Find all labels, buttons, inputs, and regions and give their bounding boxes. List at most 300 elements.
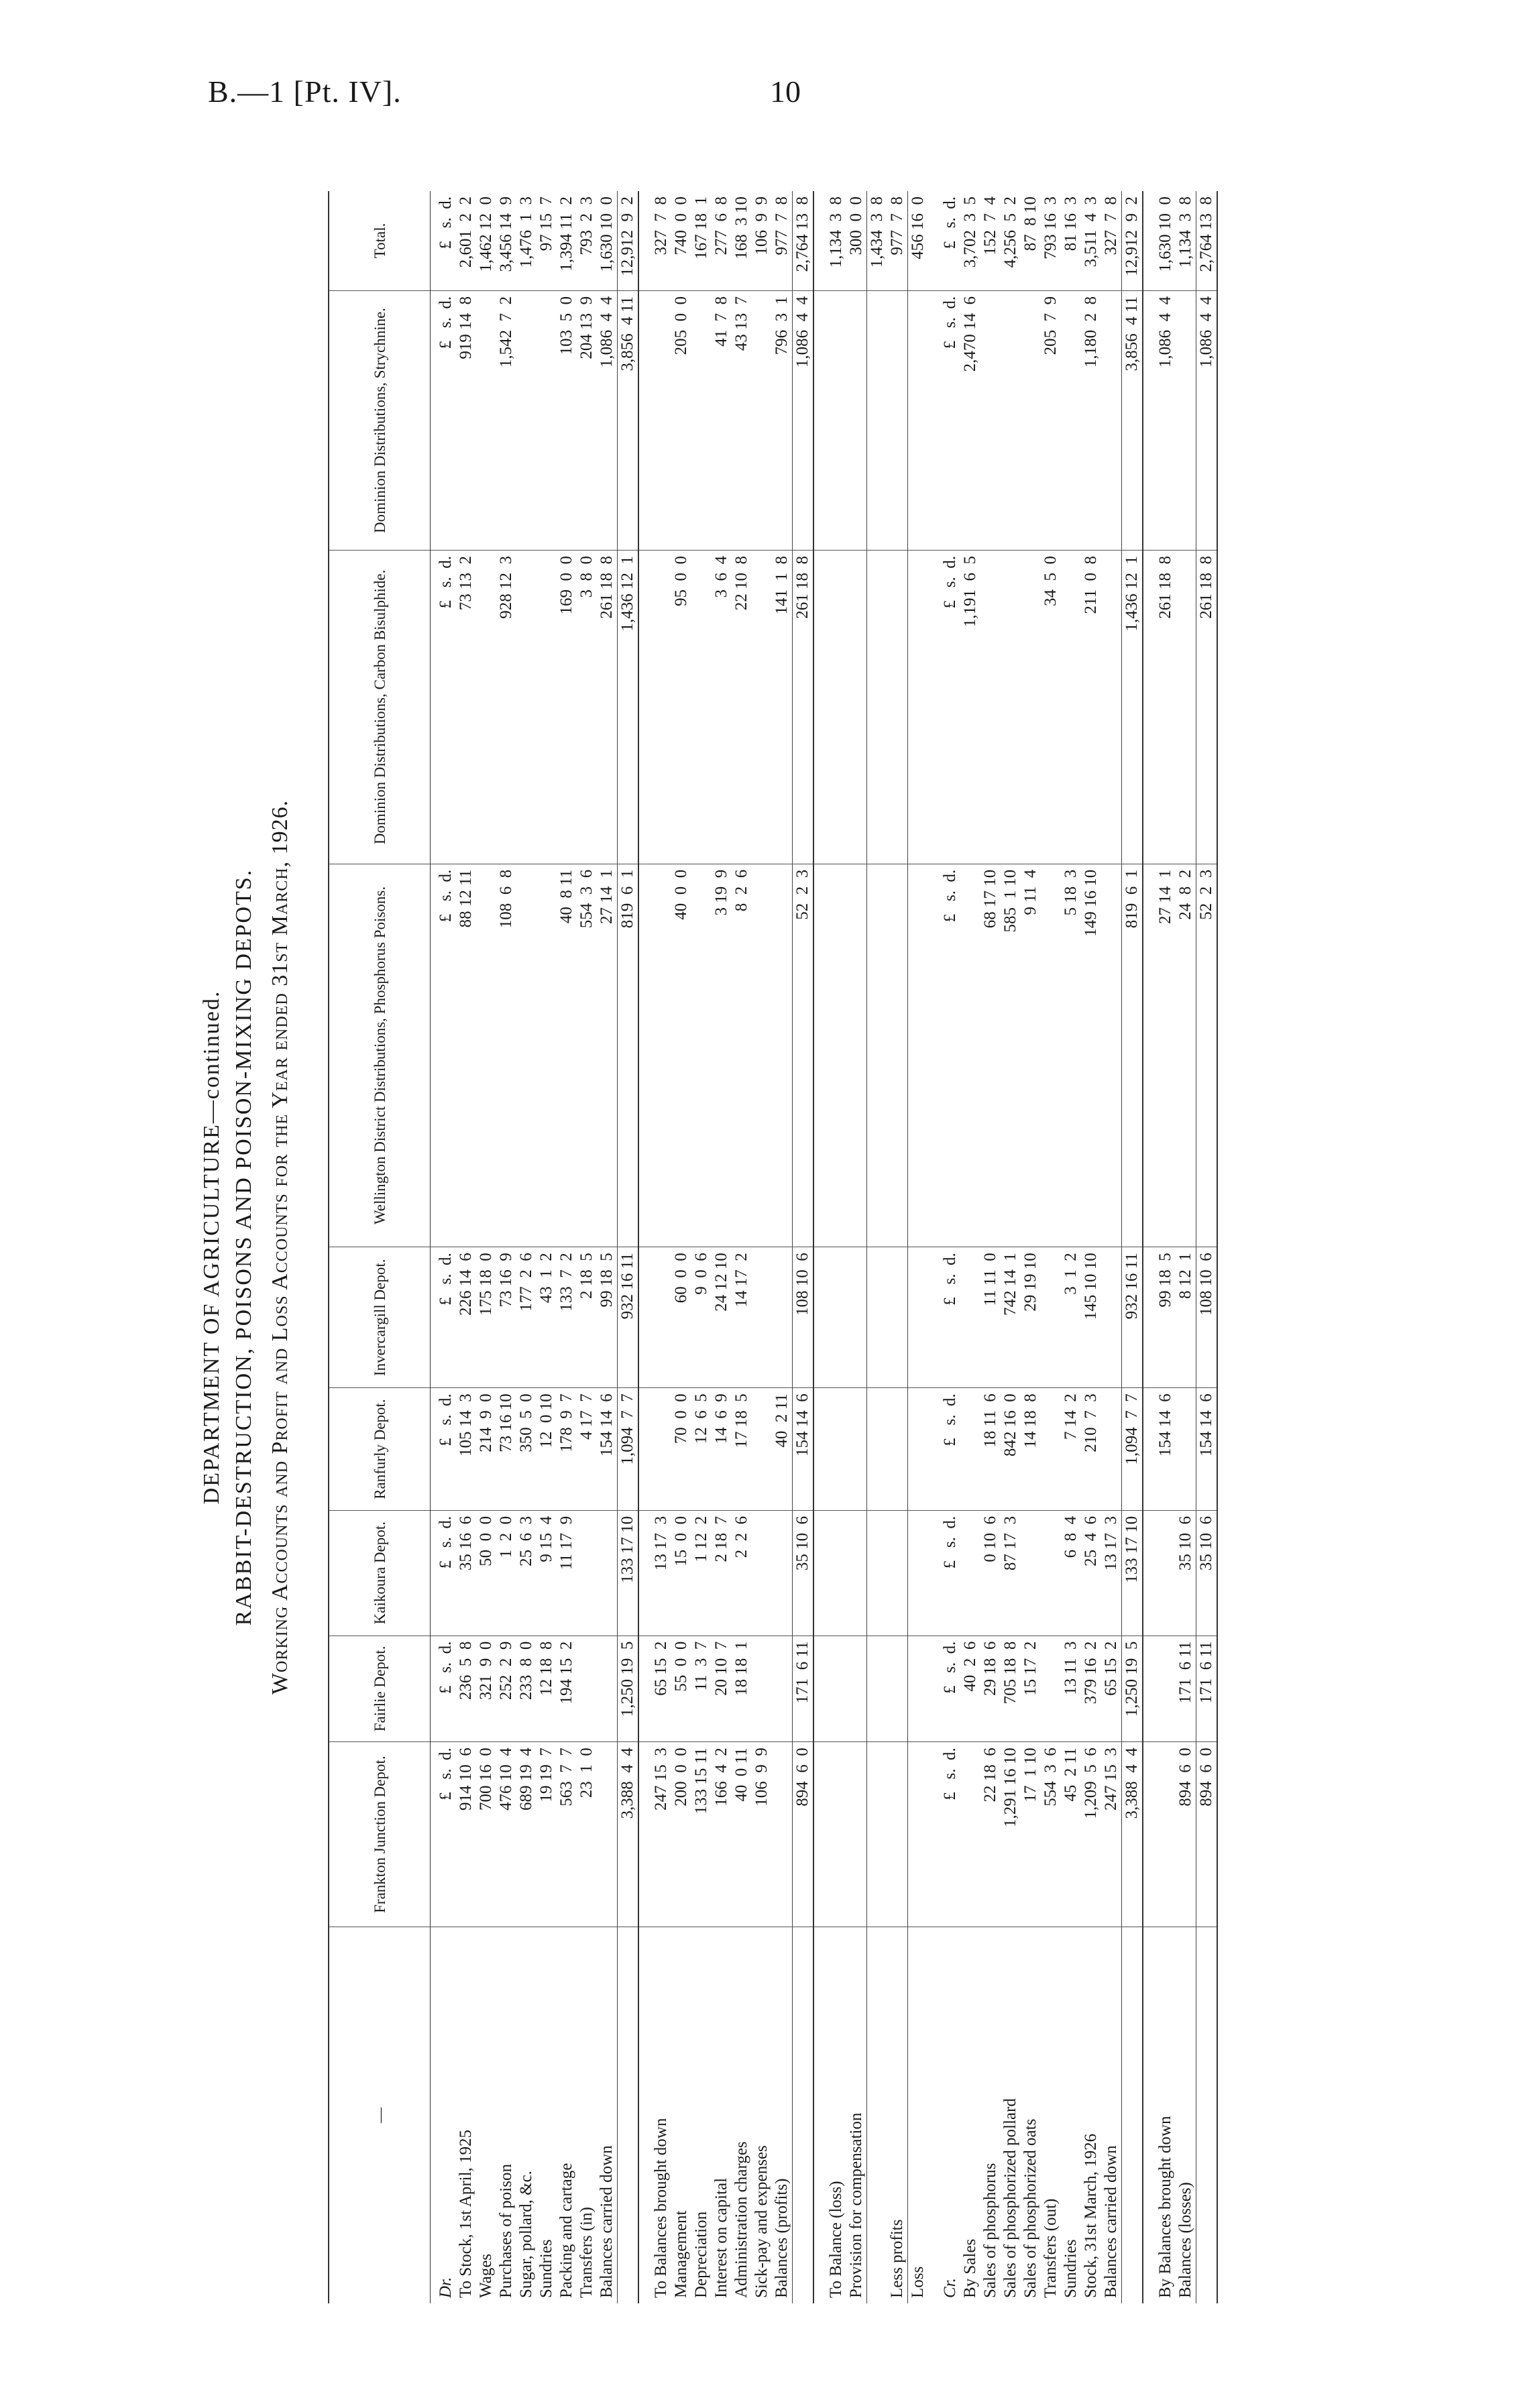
row-label: Transfers (out): [1041, 1927, 1061, 2304]
amount-cell: 50 0 0: [476, 1510, 496, 1636]
amount-cell: 742 14 1: [1001, 1247, 1021, 1388]
amount-cell: 40 2 6: [960, 1636, 980, 1742]
amount-cell: 932 16 11: [618, 1247, 639, 1388]
table-row: [1001, 191, 1021, 2303]
amount-cell: 40 2 11: [772, 1388, 793, 1511]
amount-cell: 34 5 0: [1041, 551, 1061, 864]
amount-cell: 700 16 0: [476, 1742, 496, 1927]
amount-cell: 1,250 19 5: [1122, 1636, 1143, 1742]
amount-cell: 106 9 9: [752, 1742, 772, 1927]
amount-cell: 1,291 16 10: [1001, 1742, 1021, 1927]
amount-cell: 1,630 10 0: [1156, 196, 1174, 272]
amount-cell: [476, 551, 496, 864]
amount-cell: 2 2 6: [732, 1510, 752, 1636]
amount-cell: [638, 551, 671, 864]
amount-cell: 17 1 10: [1021, 1742, 1041, 1927]
table-row: [1176, 191, 1196, 2303]
amount-cell: 35 10 6: [793, 1510, 814, 1636]
amount-cell: 977 7 8: [888, 196, 906, 255]
amount-cell: 194 15 2: [557, 1636, 577, 1742]
amount-cell: 99 18 5: [1143, 1247, 1176, 1388]
amount-cell: 24 12 10: [712, 1247, 732, 1388]
table-row: [1081, 191, 1101, 2303]
amount-cell: 321 9 0: [476, 1636, 496, 1742]
amount-cell: [752, 1247, 772, 1388]
row-label: Sundries: [1061, 1927, 1081, 2304]
amount-cell: 4 17 7: [577, 1388, 597, 1511]
amount-cell: [752, 864, 772, 1247]
amount-cell: [577, 1636, 597, 1742]
amount-cell: 1,462 12 0: [477, 196, 495, 272]
amount-cell: 214 9 0: [476, 1388, 496, 1511]
amount-cell: [772, 1510, 793, 1636]
amount-cell: 171 6 11: [1196, 1636, 1218, 1742]
amount-cell: [960, 1388, 980, 1511]
amount-cell: [813, 1742, 846, 1927]
units-cell: £ s. d.: [928, 1510, 960, 1636]
amount-cell: 793 2 3: [577, 196, 596, 255]
side-heading: Cr.: [928, 1927, 960, 2304]
amount-cell: [1041, 864, 1061, 1247]
table-row: [732, 191, 752, 2303]
amount-cell: 19 19 7: [537, 1742, 557, 1927]
amount-cell: [1176, 290, 1196, 550]
amount-cell: [980, 290, 1001, 550]
amount-cell: 1,134 3 8: [1176, 196, 1194, 268]
rotated-page-body: [197, 191, 1324, 2303]
amount-cell: 261 18 8: [597, 551, 618, 864]
total-row: [618, 191, 639, 2303]
table-row: [1061, 191, 1081, 2303]
amount-cell: [846, 864, 867, 1247]
amount-cell: 261 18 8: [793, 551, 814, 864]
row-label: To Stock, 1st April, 1925: [456, 1927, 476, 2304]
amount-cell: [537, 290, 557, 550]
amount-cell: 793 16 3: [1041, 196, 1060, 260]
amount-cell: [867, 1510, 888, 1636]
amount-cell: [752, 1636, 772, 1742]
amount-cell: 6 8 4: [1061, 1510, 1081, 1636]
amount-cell: 133 15 11: [691, 1742, 712, 1927]
amount-cell: [867, 1742, 888, 1927]
amount-cell: 65 15 2: [1101, 1636, 1122, 1742]
row-label: Packing and cartage: [557, 1927, 577, 2304]
amount-cell: [772, 1742, 793, 1927]
amount-cell: 1,086 4 4: [793, 290, 814, 550]
amount-cell: 13 17 3: [638, 1510, 671, 1636]
amount-cell: 2 18 5: [577, 1247, 597, 1388]
amount-cell: 167 18 1: [692, 196, 710, 260]
table-row: [537, 191, 557, 2303]
amount-cell: 200 0 0: [671, 1742, 691, 1927]
row-label: Balances carried down: [597, 1927, 618, 2304]
units-cell: £ s. d.: [928, 1247, 960, 1388]
row-label: To Balances brought down: [638, 1927, 671, 2304]
column-header: Dominion Distributions, Strychnine.: [329, 290, 431, 550]
amount-cell: 977 7 8: [773, 196, 791, 255]
amount-cell: [908, 1636, 929, 1742]
amount-cell: 842 16 0: [1001, 1388, 1021, 1511]
amount-cell: [691, 864, 712, 1247]
document-reference: B.—1 [Pt. IV].: [208, 74, 402, 109]
amount-cell: 1,191 6 5: [960, 551, 980, 864]
amount-cell: [1001, 551, 1021, 864]
amount-cell: 133 17 10: [1122, 1510, 1143, 1636]
amount-cell: 55 0 0: [671, 1636, 691, 1742]
total-row: [793, 191, 814, 2303]
amount-cell: [537, 551, 557, 864]
units-cell: £ s. d.: [431, 290, 457, 550]
amount-cell: [846, 1742, 867, 1927]
table-row: [1143, 191, 1176, 2303]
amount-cell: [887, 551, 908, 864]
amount-cell: 73 16 10: [496, 1388, 516, 1511]
units-cell: £ s. d.: [928, 551, 960, 864]
amount-cell: [1143, 1742, 1176, 1927]
amount-cell: 108 10 6: [793, 1247, 814, 1388]
amount-cell: 689 19 4: [516, 1742, 537, 1927]
amount-cell: 152 7 4: [981, 196, 999, 255]
table-row: [476, 191, 496, 2303]
table-row: [908, 191, 929, 2303]
table-row: [846, 191, 867, 2303]
amount-cell: [887, 1510, 908, 1636]
units-cell: £ s. d.: [928, 1388, 960, 1511]
amount-cell: 29 19 10: [1021, 1247, 1041, 1388]
column-header: Frankton Junction Depot.: [329, 1742, 431, 1927]
amount-cell: 1,086 4 4: [1143, 290, 1176, 550]
amount-cell: 108 6 8: [496, 864, 516, 1247]
amount-cell: 2,764 13 8: [793, 191, 814, 290]
amount-cell: 154 14 6: [1143, 1388, 1176, 1511]
amount-cell: 12,912 9 2: [1122, 191, 1143, 290]
row-label: Interest on capital: [712, 1927, 732, 2304]
table-row: [496, 191, 516, 2303]
amount-cell: 168 3 10: [732, 196, 750, 260]
units-cell: £ s. d.: [437, 196, 455, 249]
amount-cell: 73 13 2: [456, 551, 476, 864]
amount-cell: [867, 864, 888, 1247]
title-block: [197, 191, 325, 2303]
amount-cell: 8 2 6: [732, 864, 752, 1247]
amount-cell: 15 0 0: [671, 1510, 691, 1636]
row-label: Balances carried down: [1101, 1927, 1122, 2304]
amount-cell: [691, 551, 712, 864]
amount-cell: 1,436 12 1: [1122, 551, 1143, 864]
table-row: [516, 191, 537, 2303]
amount-cell: 35 10 6: [1176, 1510, 1196, 1636]
amount-cell: [1041, 1636, 1061, 1742]
amount-cell: [752, 1388, 772, 1511]
amount-cell: 554 3 6: [1041, 1742, 1061, 1927]
amount-cell: 15 17 2: [1021, 1636, 1041, 1742]
amount-cell: 43 13 7: [732, 290, 752, 550]
amount-cell: 154 14 6: [793, 1388, 814, 1511]
amount-cell: [813, 1636, 846, 1742]
amount-cell: 43 1 2: [537, 1247, 557, 1388]
units-cell: £ s. d.: [431, 1247, 457, 1388]
row-label: Less profits: [887, 1927, 908, 2304]
amount-cell: 1,134 3 8: [827, 196, 845, 268]
amount-cell: 2,764 13 8: [1196, 191, 1218, 290]
table-row: [1041, 191, 1061, 2303]
amount-cell: 145 10 10: [1081, 1247, 1101, 1388]
amount-cell: 97 15 7: [537, 196, 555, 251]
amount-cell: 23 1 0: [577, 1742, 597, 1927]
side-heading: Dr.: [431, 1927, 457, 2304]
amount-cell: [867, 551, 888, 864]
table-row: [1021, 191, 1041, 2303]
amount-cell: 585 1 10: [1001, 864, 1021, 1247]
row-label: Sales of phosphorus: [980, 1927, 1001, 2304]
amount-cell: 22 10 8: [732, 551, 752, 864]
amount-cell: 103 5 0: [557, 290, 577, 550]
accounts-title: Working Accounts and Profit and Loss Accounts for the Year ended 31st March, 1926.: [268, 799, 292, 1695]
amount-cell: [1101, 290, 1122, 550]
amount-cell: 554 3 6: [577, 864, 597, 1247]
amount-cell: [597, 1742, 618, 1927]
amount-cell: [867, 1636, 888, 1742]
amount-cell: 17 18 5: [732, 1388, 752, 1511]
amount-cell: 3 8 0: [577, 551, 597, 864]
amount-cell: 87 8 10: [1021, 196, 1039, 251]
amount-cell: 3,856 4 11: [1122, 290, 1143, 550]
amount-cell: 233 8 0: [516, 1636, 537, 1742]
accounts-table-body: [431, 191, 1218, 2303]
amount-cell: [577, 1510, 597, 1636]
amount-cell: 1 2 0: [496, 1510, 516, 1636]
amount-cell: 476 10 4: [496, 1742, 516, 1927]
table-row: [671, 191, 691, 2303]
row-label: Wages: [476, 1927, 496, 2304]
row-label: Sales of phosphorized pollard: [1001, 1927, 1021, 2304]
page-number: 10: [770, 74, 801, 109]
amount-cell: 1,209 5 6: [1081, 1742, 1101, 1927]
amount-cell: [772, 864, 793, 1247]
row-label: Provision for compensation: [846, 1927, 867, 2304]
amount-cell: [813, 290, 846, 550]
amount-cell: 261 18 8: [1196, 551, 1218, 864]
amount-cell: [1041, 1388, 1061, 1511]
table-row: [712, 191, 732, 2303]
table-row: [577, 191, 597, 2303]
amount-cell: 932 16 11: [1122, 1247, 1143, 1388]
units-cell: £ s. d.: [928, 864, 960, 1247]
amount-cell: 166 4 2: [712, 1742, 732, 1927]
table-row: [813, 191, 846, 2303]
amount-cell: [867, 1388, 888, 1511]
amount-cell: [867, 1247, 888, 1388]
amount-cell: [1176, 1388, 1196, 1511]
amount-cell: 12 0 10: [537, 1388, 557, 1511]
section-title: RABBIT-DESTRUCTION, POISONS AND POISON-MIXING DEPOTS.: [231, 868, 256, 1626]
amount-cell: 171 6 11: [793, 1636, 814, 1742]
amount-cell: 740 0 0: [672, 196, 690, 255]
amount-cell: 88 12 11: [456, 864, 476, 1247]
amount-cell: 95 0 0: [671, 551, 691, 864]
amount-cell: 24 8 2: [1176, 864, 1196, 1247]
amount-cell: [960, 864, 980, 1247]
column-header: Wellington District Distributions, Phosphorus Poisons.: [329, 864, 431, 1247]
amount-cell: [516, 290, 537, 550]
amount-cell: [638, 864, 671, 1247]
department-title: DEPARTMENT OF AGRICULTURE—continued.: [199, 990, 224, 1505]
amount-cell: [752, 1510, 772, 1636]
amount-cell: 226 14 6: [456, 1247, 476, 1388]
amount-cell: 18 11 6: [980, 1388, 1001, 1511]
amount-cell: [813, 1247, 846, 1388]
row-label: Sundries: [537, 1927, 557, 2304]
amount-cell: 14 6 9: [712, 1388, 732, 1511]
units-cell: £ s. d.: [431, 864, 457, 1247]
amount-cell: [846, 1388, 867, 1511]
amount-cell: [846, 1247, 867, 1388]
amount-cell: 3 1 2: [1061, 1247, 1081, 1388]
amount-cell: 105 14 3: [456, 1388, 476, 1511]
amount-cell: 25 4 6: [1081, 1510, 1101, 1636]
row-label: Purchases of poison: [496, 1927, 516, 2304]
column-header: Ranfurly Depot.: [329, 1388, 431, 1511]
amount-cell: [960, 1247, 980, 1388]
amount-cell: 894 6 0: [1176, 1742, 1196, 1927]
amount-cell: 205 0 0: [671, 290, 691, 550]
amount-cell: 4,256 5 2: [1001, 196, 1019, 268]
amount-cell: 177 2 6: [516, 1247, 537, 1388]
amount-cell: [1021, 551, 1041, 864]
amount-cell: [752, 290, 772, 550]
amount-cell: [476, 290, 496, 550]
amount-cell: 87 17 3: [1001, 1510, 1021, 1636]
amount-cell: 1,086 4 4: [597, 290, 618, 550]
amount-cell: [1176, 551, 1196, 864]
table-row: [772, 191, 793, 2303]
amount-cell: [867, 290, 888, 550]
amount-cell: 9 0 6: [691, 1247, 712, 1388]
amount-cell: 41 7 8: [712, 290, 732, 550]
amount-cell: [752, 551, 772, 864]
row-label: Sick-pay and expenses: [752, 1927, 772, 2304]
amount-cell: 133 7 2: [557, 1247, 577, 1388]
units-cell: £ s. d.: [431, 1636, 457, 1742]
row-label: Sales of phosphorized oats: [1021, 1927, 1041, 2304]
amount-cell: 1,086 4 4: [1196, 290, 1218, 550]
amount-cell: [1143, 1510, 1176, 1636]
amount-cell: 563 7 7: [557, 1742, 577, 1927]
total-row: [1196, 191, 1218, 2303]
amount-cell: [1101, 1388, 1122, 1511]
amount-cell: 175 18 0: [476, 1247, 496, 1388]
amount-cell: 261 18 8: [1143, 551, 1176, 864]
amount-cell: 247 15 3: [1101, 1742, 1122, 1927]
table-row: [1101, 191, 1122, 2303]
amount-cell: 1,094 7 7: [618, 1388, 639, 1511]
amount-cell: 60 0 0: [671, 1247, 691, 1388]
amount-cell: 169 0 0: [557, 551, 577, 864]
amount-cell: 277 6 8: [712, 196, 730, 255]
row-label: [867, 1927, 888, 2304]
amount-cell: [516, 864, 537, 1247]
amount-cell: 819 6 1: [1122, 864, 1143, 1247]
row-label: Administration charges: [732, 1927, 752, 2304]
amount-cell: 1,542 7 2: [496, 290, 516, 550]
table-row: [691, 191, 712, 2303]
amount-cell: [476, 864, 496, 1247]
amount-cell: 35 10 6: [1196, 1510, 1218, 1636]
column-header: Fairlie Depot.: [329, 1636, 431, 1742]
row-label: Balances (profits): [772, 1927, 793, 2304]
amount-cell: 35 16 6: [456, 1510, 476, 1636]
amount-cell: [597, 1510, 618, 1636]
table-row: [638, 191, 671, 2303]
amount-cell: 894 6 0: [793, 1742, 814, 1927]
amount-cell: [1143, 1636, 1176, 1742]
amount-cell: [887, 290, 908, 550]
column-header: Dominion Distributions, Carbon Bisulphide.: [329, 551, 431, 864]
row-label: By Balances brought down: [1143, 1927, 1176, 2304]
row-label: Stock, 31st March, 1926: [1081, 1927, 1101, 2304]
row-label: [618, 1927, 639, 2304]
amount-cell: 25 6 3: [516, 1510, 537, 1636]
amount-cell: 11 3 7: [691, 1636, 712, 1742]
amount-cell: 914 10 6: [456, 1742, 476, 1927]
units-cell: £ s. d.: [928, 1636, 960, 1742]
amount-cell: [887, 1636, 908, 1742]
row-label: To Balance (loss): [813, 1927, 846, 2304]
amount-cell: [1021, 1510, 1041, 1636]
amount-cell: 22 18 6: [980, 1742, 1001, 1927]
amount-cell: [813, 1510, 846, 1636]
amount-cell: 1,434 3 8: [867, 191, 888, 290]
amount-cell: [638, 1388, 671, 1511]
table-row: [752, 191, 772, 2303]
amount-cell: 52 2 3: [793, 864, 814, 1247]
table-row: [597, 191, 618, 2303]
amount-cell: 18 18 1: [732, 1636, 752, 1742]
amount-cell: [1021, 290, 1041, 550]
amount-cell: 3,856 4 11: [618, 290, 639, 550]
amount-cell: 11 11 0: [980, 1247, 1001, 1388]
amount-cell: 9 11 4: [1021, 864, 1041, 1247]
amount-cell: [1061, 551, 1081, 864]
amount-cell: 12 18 8: [537, 1636, 557, 1742]
total-row: [1122, 191, 1143, 2303]
amount-cell: 171 6 11: [1176, 1636, 1196, 1742]
amount-cell: 68 17 10: [980, 864, 1001, 1247]
amount-cell: [908, 1742, 929, 1927]
amount-cell: 7 14 2: [1061, 1388, 1081, 1511]
amount-cell: 350 5 0: [516, 1388, 537, 1511]
amount-cell: [813, 864, 846, 1247]
amount-cell: 11 17 9: [557, 1510, 577, 1636]
units-cell: £ s. d.: [431, 1510, 457, 1636]
column-header: Invercargill Depot.: [329, 1247, 431, 1388]
amount-cell: [813, 551, 846, 864]
amount-cell: 8 12 1: [1176, 1247, 1196, 1388]
amount-cell: 211 0 8: [1081, 551, 1101, 864]
row-label: [793, 1927, 814, 2304]
amount-cell: [772, 1636, 793, 1742]
amount-cell: [537, 864, 557, 1247]
amount-cell: 29 18 6: [980, 1636, 1001, 1742]
amount-cell: 40 0 11: [732, 1742, 752, 1927]
amount-cell: 70 0 0: [671, 1388, 691, 1511]
column-header: Total.: [329, 191, 431, 290]
amount-cell: [960, 1742, 980, 1927]
units-cell: £ s. d.: [431, 1388, 457, 1511]
amount-cell: 20 10 7: [712, 1636, 732, 1742]
row-label: By Sales: [960, 1927, 980, 2304]
amount-cell: [960, 1510, 980, 1636]
